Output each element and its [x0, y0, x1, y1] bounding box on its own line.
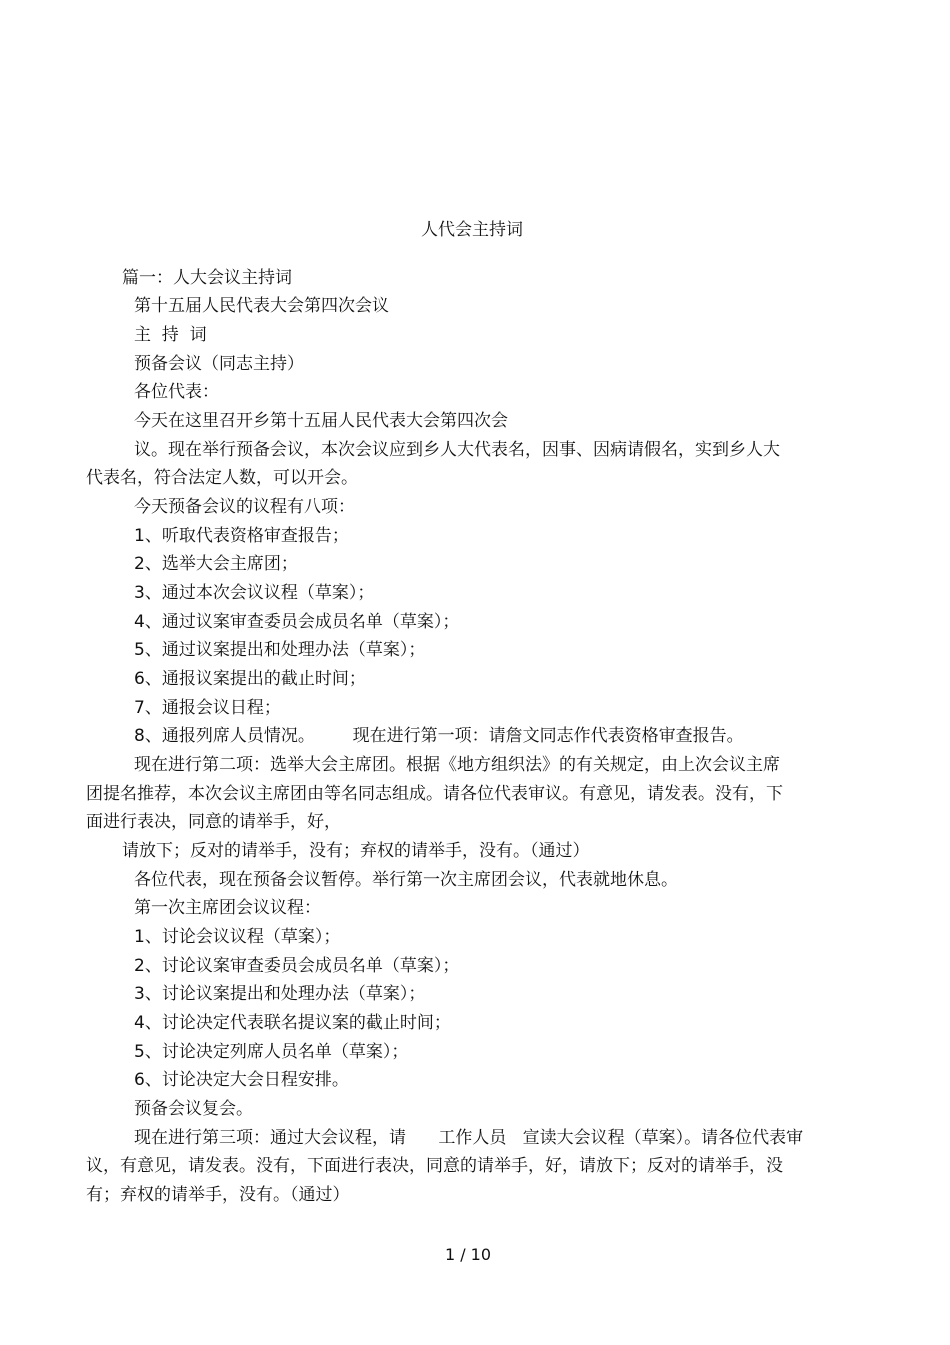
agenda-item: 5、通过议案提出和处理办法（草案）；: [134, 640, 426, 660]
preparatory-meeting-heading: 预备会议（同志主持）: [134, 354, 304, 374]
paragraph-line: 现在进行第三项：通过大会议程，请 工作人员 宣读大会议程（草案）。请各位代表审: [134, 1128, 804, 1148]
presidium-agenda-item: 5、讨论决定列席人员名单（草案）；: [134, 1042, 409, 1062]
host-words-heading: 主 持 词: [134, 325, 207, 345]
agenda-item: 1、听取代表资格审查报告；: [134, 526, 349, 546]
paragraph-line: 各位代表，现在预备会议暂停。举行第一次主席团会议，代表就地休息。: [134, 870, 678, 890]
paragraph-line: 有；弃权的请举手，没有。（通过）: [86, 1185, 350, 1205]
paragraph-line: 代表名，符合法定人数，可以开会。: [86, 468, 358, 488]
presidium-agenda-item: 2、讨论议案审查委员会成员名单（草案）；: [134, 956, 460, 976]
section-heading: 篇一：人大会议主持词: [122, 268, 292, 288]
presidium-agenda-item: 1、讨论会议议程（草案）；: [134, 927, 341, 947]
agenda-item: 3、通过本次会议议程（草案）；: [134, 583, 375, 603]
agenda-item: 4、通过议案审查委员会成员名单（草案）；: [134, 612, 460, 632]
presidium-agenda-heading: 第一次主席团会议议程：: [134, 898, 321, 918]
paragraph-line: 团提名推荐，本次会议主席团由等名同志组成。请各位代表审议。有意见，请发表。没有，下: [86, 784, 783, 804]
agenda-item: 2、选举大会主席团；: [134, 554, 298, 574]
agenda-heading: 今天预备会议的议程有八项：: [134, 497, 355, 517]
agenda-item: 8、通报列席人员情况。 现在进行第一项：请詹文同志作代表资格审查报告。: [134, 726, 744, 746]
agenda-item: 6、通报议案提出的截止时间；: [134, 669, 366, 689]
page-number: 1 / 10: [444, 1245, 492, 1264]
paragraph-line: 请放下；反对的请举手，没有；弃权的请举手，没有。（通过）: [122, 841, 590, 861]
greeting: 各位代表：: [134, 382, 219, 402]
presidium-agenda-item: 6、讨论决定大会日程安排。: [134, 1070, 349, 1090]
paragraph-line: 议。现在举行预备会议，本次会议应到乡人大代表名，因事、因病请假名，实到乡人大: [134, 440, 780, 460]
document-title: 人代会主持词: [421, 220, 523, 240]
meeting-name: 第十五届人民代表大会第四次会议: [134, 296, 389, 316]
paragraph-line: 议，有意见，请发表。没有，下面进行表决，同意的请举手，好，请放下；反对的请举手，没: [86, 1156, 783, 1176]
presidium-agenda-item: 3、讨论议案提出和处理办法（草案）；: [134, 984, 426, 1004]
paragraph-line: 预备会议复会。: [134, 1099, 253, 1119]
presidium-agenda-item: 4、讨论决定代表联名提议案的截止时间；: [134, 1013, 451, 1033]
agenda-item: 7、通报会议日程；: [134, 698, 281, 718]
paragraph-line: 现在进行第二项：选举大会主席团。根据《地方组织法》的有关规定，由上次会议主席: [134, 755, 780, 775]
paragraph-line: 今天在这里召开乡第十五届人民代表大会第四次会: [134, 411, 508, 431]
paragraph-line: 面进行表决，同意的请举手，好，: [86, 812, 341, 832]
